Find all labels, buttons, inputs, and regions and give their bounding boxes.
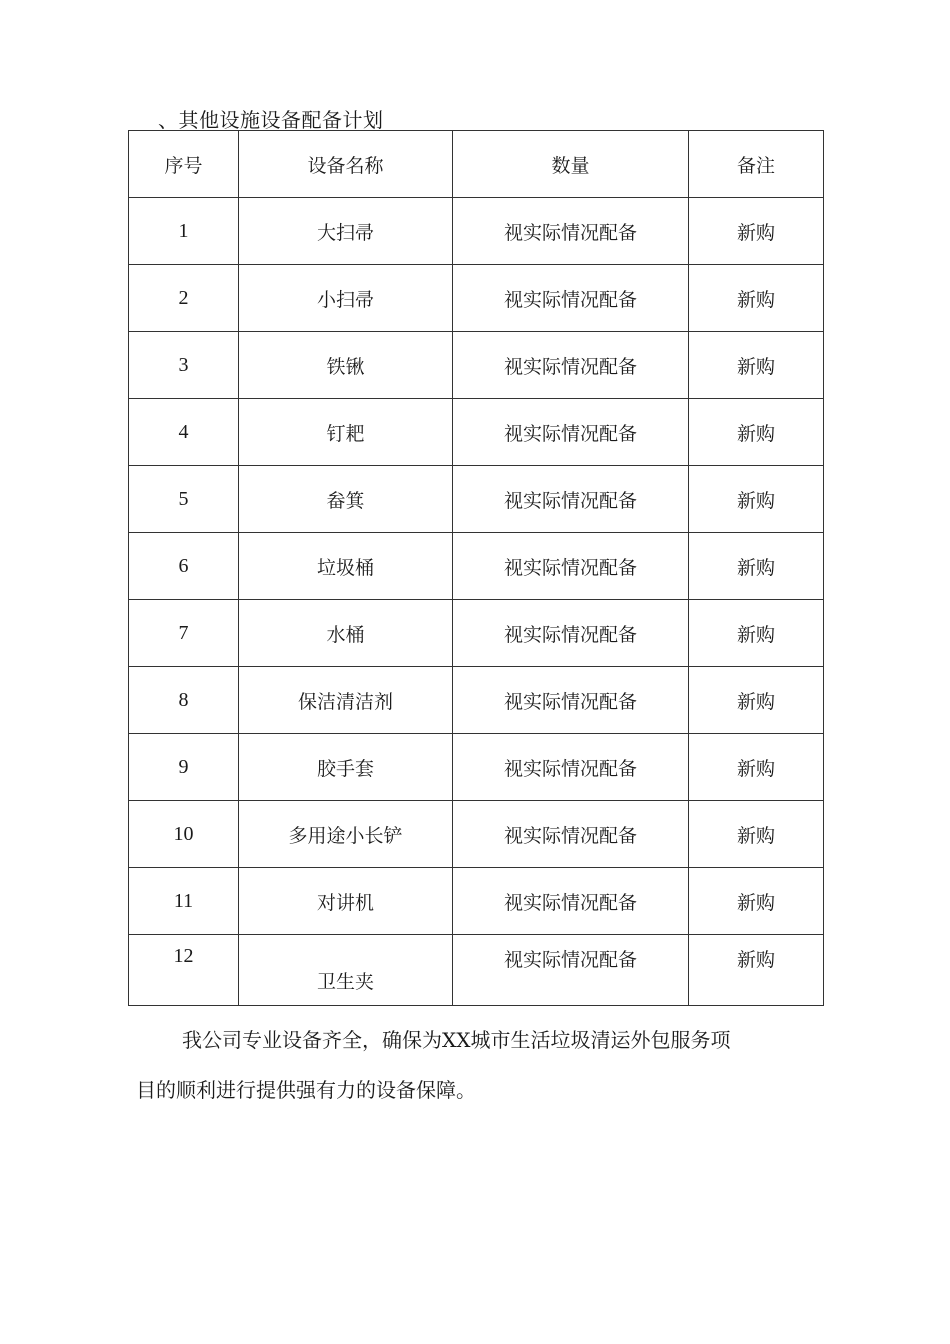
table-row: [129, 399, 824, 466]
equipment-name: 钉耙: [239, 399, 453, 466]
equipment-note: 新购: [689, 734, 824, 801]
table-row: [129, 466, 824, 533]
row-number: 9: [129, 734, 239, 801]
row-number: 8: [129, 667, 239, 734]
table-row: [129, 198, 824, 265]
equipment-note: 新购: [689, 533, 824, 600]
equipment-note: 新购: [689, 198, 824, 265]
row-number: 4: [129, 399, 239, 466]
closing-paragraph-line-1: 我公司专业设备齐全，确保为XX城市生活垃圾清运外包服务项: [182, 1028, 731, 1052]
row-number: 3: [129, 332, 239, 399]
table-row: [129, 332, 824, 399]
equipment-quantity: 视实际情况配备: [453, 265, 689, 332]
row-number: 7: [129, 600, 239, 667]
header-cell-name: 设备名称: [239, 131, 453, 198]
row-number: 2: [129, 265, 239, 332]
equipment-name: 卫生夹: [239, 935, 453, 1006]
row-number: 5: [129, 466, 239, 533]
row-number: 11: [129, 868, 239, 935]
table-row: [129, 667, 824, 734]
row-number: 1: [129, 198, 239, 265]
equipment-name: 大扫帚: [239, 198, 453, 265]
equipment-note: 新购: [689, 868, 824, 935]
table-header-row: [129, 131, 824, 198]
table-row: [129, 533, 824, 600]
table-row: [129, 734, 824, 801]
equipment-quantity: 视实际情况配备: [453, 466, 689, 533]
header-cell-no: 序号: [129, 131, 239, 198]
equipment-quantity: 视实际情况配备: [453, 600, 689, 667]
equipment-note: 新购: [689, 935, 824, 1006]
equipment-table: [128, 130, 824, 1006]
equipment-quantity: 视实际情况配备: [453, 935, 689, 1006]
equipment-name: 水桶: [239, 600, 453, 667]
equipment-quantity: 视实际情况配备: [453, 198, 689, 265]
row-number: 10: [129, 801, 239, 868]
equipment-note: 新购: [689, 399, 824, 466]
equipment-quantity: 视实际情况配备: [453, 667, 689, 734]
row-number: 12: [129, 935, 239, 1006]
equipment-note: 新购: [689, 600, 824, 667]
table-row: [129, 935, 824, 1006]
equipment-name: 畚箕: [239, 466, 453, 533]
equipment-note: 新购: [689, 466, 824, 533]
equipment-quantity: 视实际情况配备: [453, 734, 689, 801]
section-heading: 、其他设施设备配备计划: [158, 108, 384, 132]
row-number: 6: [129, 533, 239, 600]
equipment-quantity: 视实际情况配备: [453, 332, 689, 399]
table-row: [129, 265, 824, 332]
equipment-note: 新购: [689, 265, 824, 332]
equipment-quantity: 视实际情况配备: [453, 801, 689, 868]
equipment-quantity: 视实际情况配备: [453, 533, 689, 600]
equipment-quantity: 视实际情况配备: [453, 868, 689, 935]
equipment-name: 对讲机: [239, 868, 453, 935]
table-row: [129, 600, 824, 667]
equipment-name: 保洁清洁剂: [239, 667, 453, 734]
equipment-note: 新购: [689, 332, 824, 399]
header-cell-qty: 数量: [453, 131, 689, 198]
table-row: [129, 801, 824, 868]
equipment-name: 小扫帚: [239, 265, 453, 332]
equipment-note: 新购: [689, 801, 824, 868]
equipment-name: 铁锹: [239, 332, 453, 399]
closing-paragraph-line-2: 目的顺利进行提供强有力的设备保障。: [136, 1078, 476, 1102]
table-row: [129, 868, 824, 935]
equipment-name: 多用途小长铲: [239, 801, 453, 868]
equipment-note: 新购: [689, 667, 824, 734]
header-cell-note: 备注: [689, 131, 824, 198]
equipment-name: 垃圾桶: [239, 533, 453, 600]
equipment-name: 胶手套: [239, 734, 453, 801]
equipment-quantity: 视实际情况配备: [453, 399, 689, 466]
